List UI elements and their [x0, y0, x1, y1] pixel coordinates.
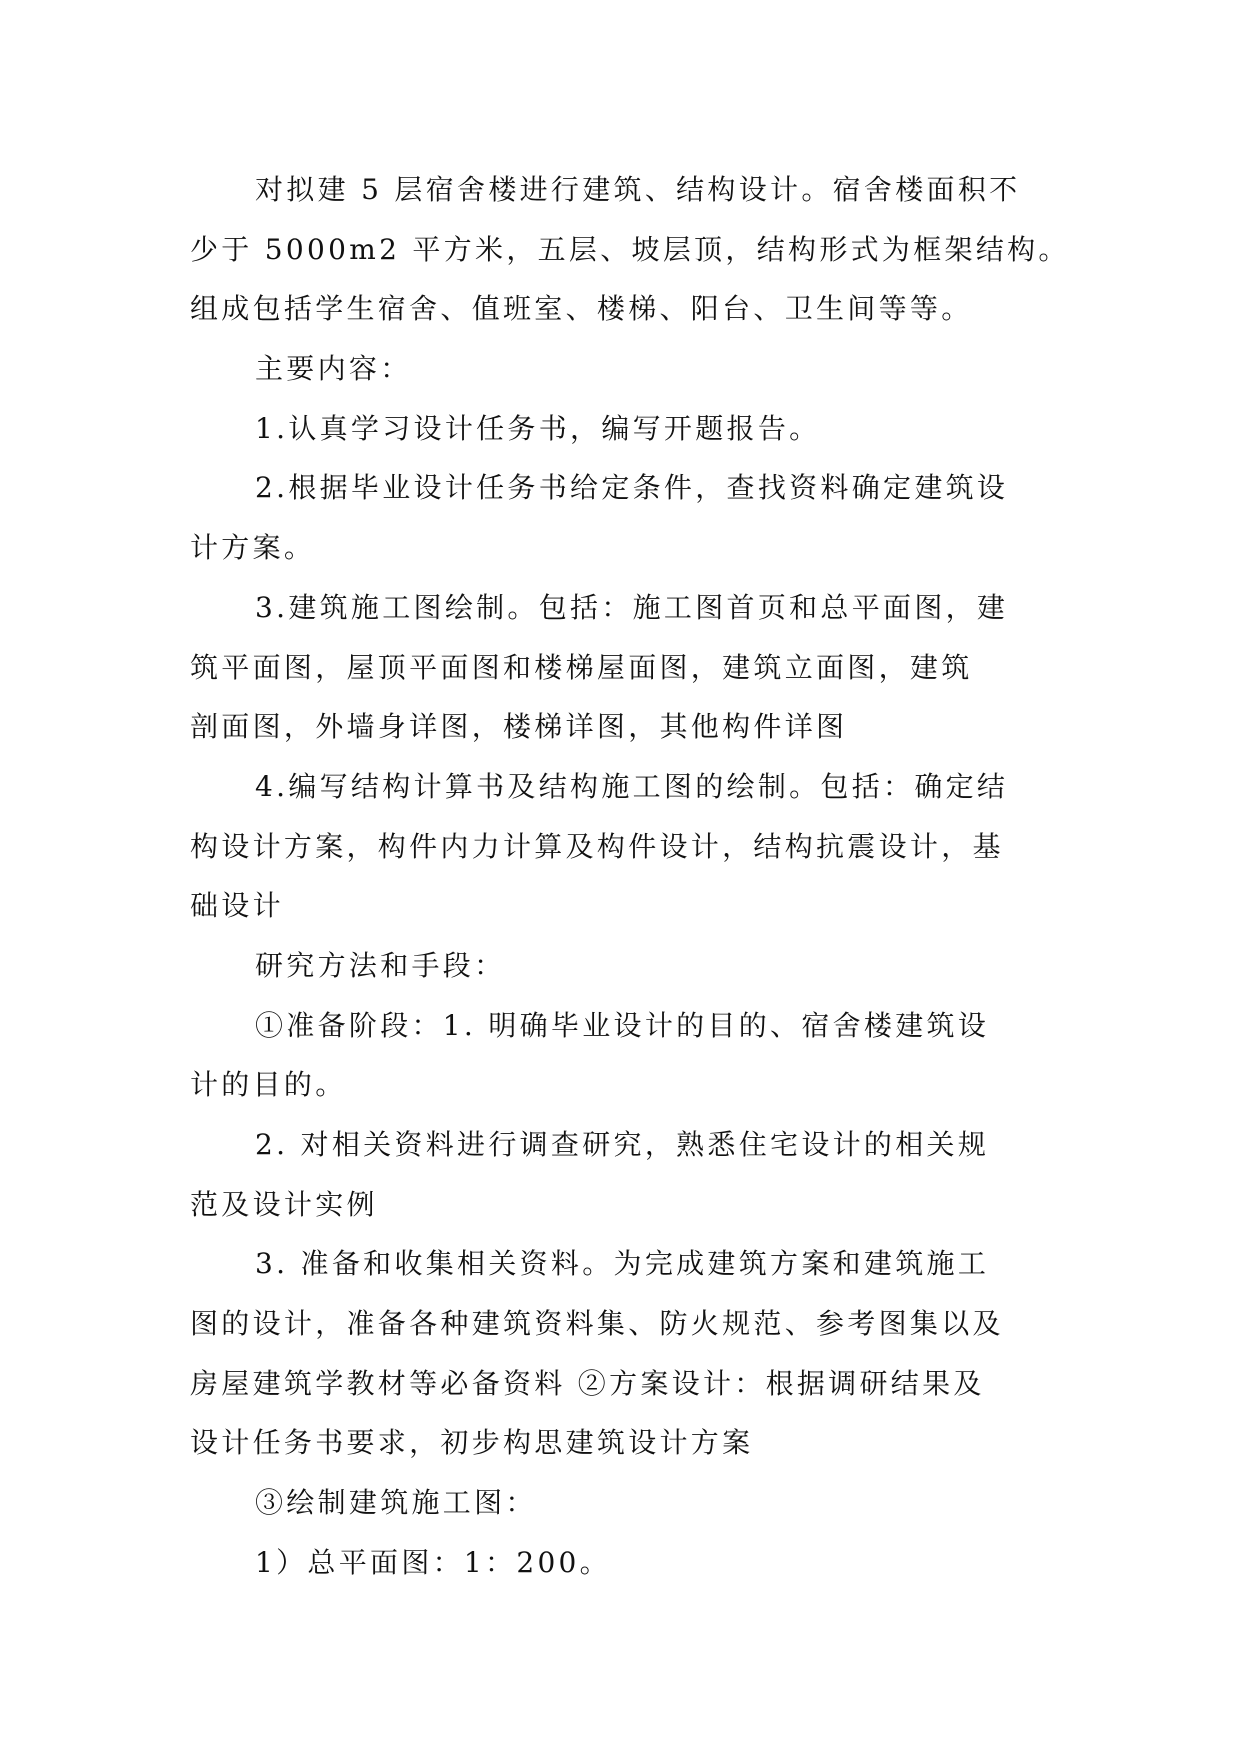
paragraph-line: 构设计方案，构件内力计算及构件设计，结构抗震设计，基 [190, 829, 1004, 863]
list-item: ③绘制建筑施工图： [255, 1486, 537, 1520]
section-heading: 主要内容： [255, 352, 412, 386]
list-item: 2.根据毕业设计任务书给定条件，查找资料确定建筑设 [255, 471, 1009, 505]
paragraph-line: 筑平面图，屋顶平面图和楼梯屋面图，建筑立面图，建筑 [190, 650, 973, 684]
paragraph-line: 房屋建筑学教材等必备资料 ②方案设计：根据调研结果及 [190, 1366, 985, 1400]
document-body [190, 160, 1070, 1593]
paragraph-line: 图的设计，准备各种建筑资料集、防火规范、参考图集以及 [190, 1307, 1004, 1341]
list-item: 4.编写结构计算书及结构施工图的绘制。包括：确定结 [255, 769, 1009, 803]
paragraph-line: 剖面图，外墙身详图，楼梯详图，其他构件详图 [190, 710, 848, 744]
paragraph-line: 少于 5000m2 平方米，五层、坡层顶，结构形式为框架结构。 [190, 232, 1070, 266]
paragraph-line: 设计任务书要求，初步构思建筑设计方案 [190, 1426, 754, 1460]
paragraph-line: 组成包括学生宿舍、值班室、楼梯、阳台、卫生间等等。 [190, 292, 973, 326]
paragraph-line: 计方案。 [190, 531, 316, 565]
list-item: 3. 准备和收集相关资料。为完成建筑方案和建筑施工 [255, 1247, 990, 1281]
paragraph-line: 范及设计实例 [190, 1187, 378, 1221]
paragraph-line: 础设计 [190, 889, 284, 923]
list-item: 1）总平面图：1：200。 [255, 1545, 611, 1579]
paragraph-line: 计的目的。 [190, 1068, 347, 1102]
list-item: 2. 对相关资料进行调查研究，熟悉住宅设计的相关规 [255, 1128, 990, 1161]
paragraph-line: 对拟建 5 层宿舍楼进行建筑、结构设计。宿舍楼面积不 [255, 173, 1021, 206]
section-heading: 研究方法和手段： [255, 948, 506, 982]
list-item: 1.认真学习设计任务书，编写开题报告。 [255, 411, 821, 445]
list-item: ①准备阶段：1. 明确毕业设计的目的、宿舍楼建筑设 [255, 1008, 990, 1042]
list-item: 3.建筑施工图绘制。包括：施工图首页和总平面图，建 [255, 590, 1009, 624]
